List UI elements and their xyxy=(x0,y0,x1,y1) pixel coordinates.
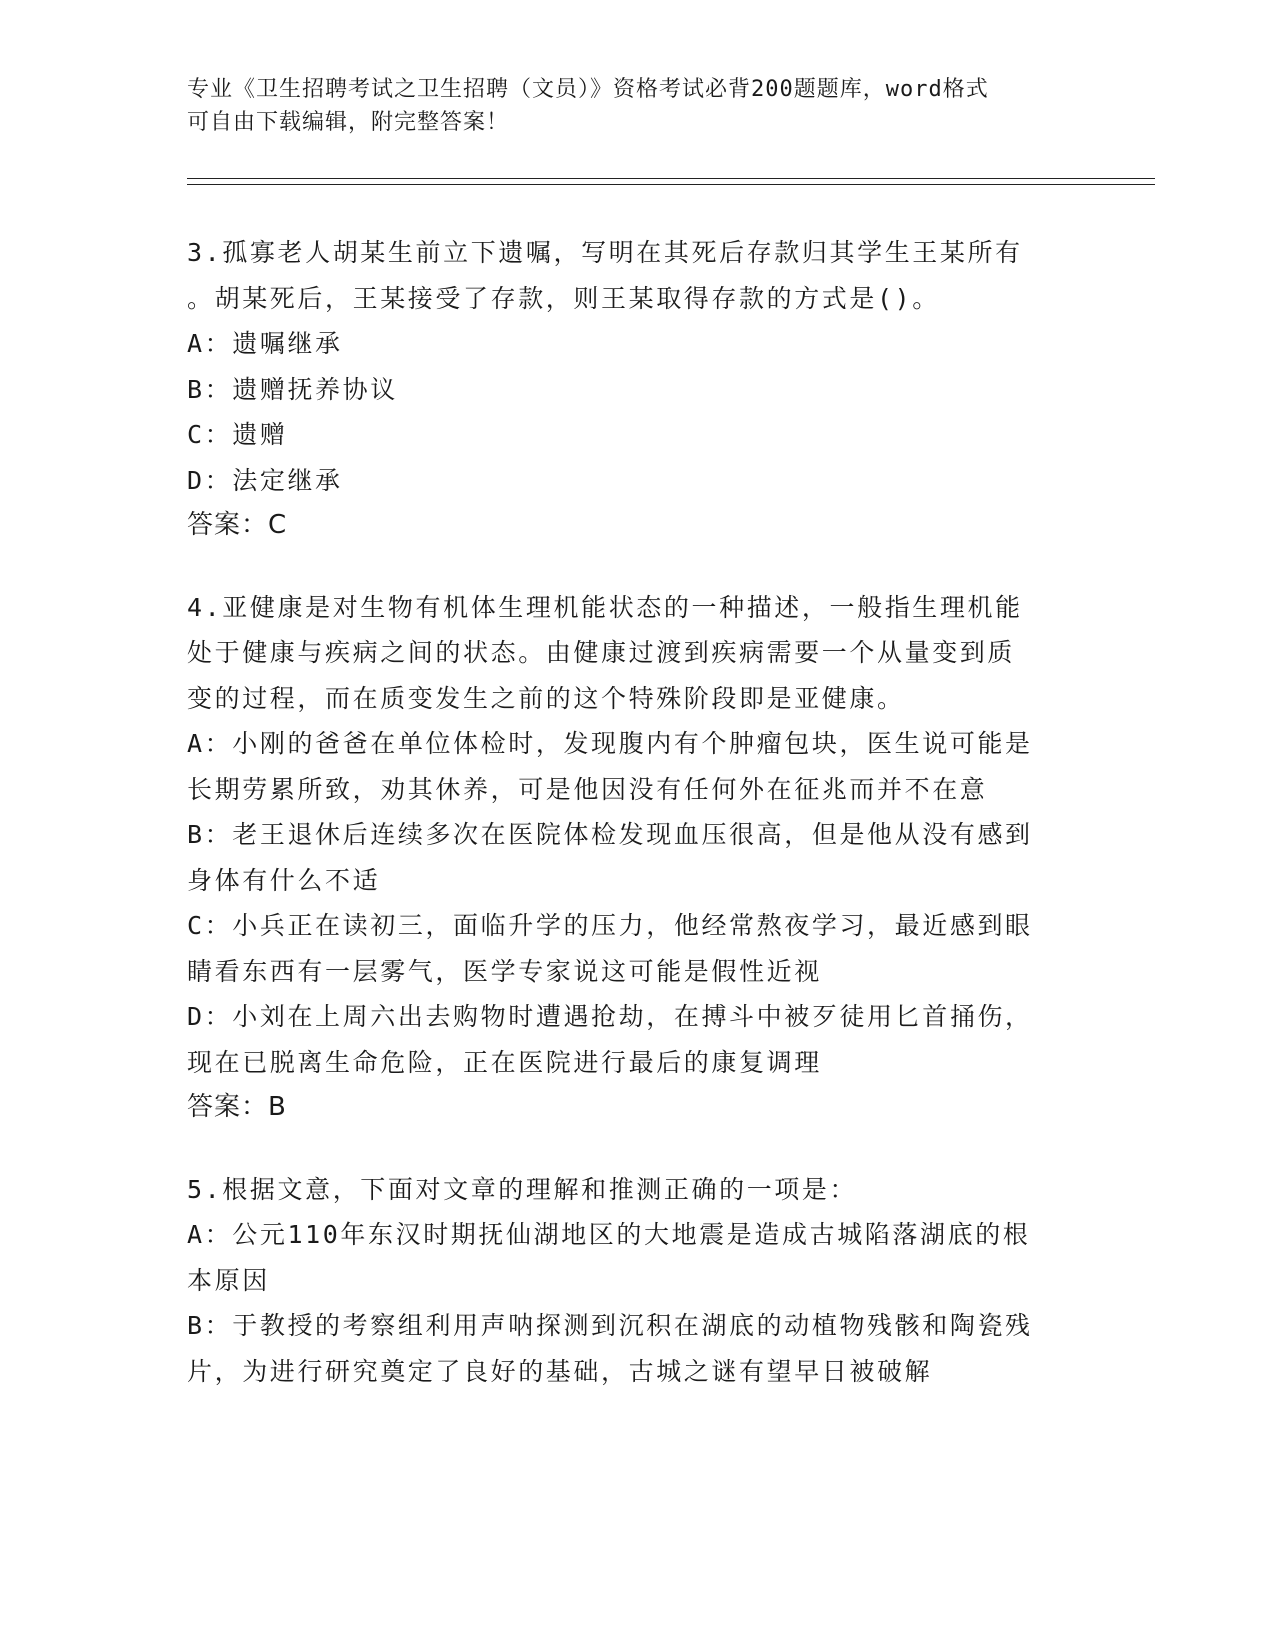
question-stem-line: 3.孤寡老人胡某生前立下遗嘱，写明在其死后存款归其学生王某所有 xyxy=(187,238,1023,267)
answer-label: 答案：C xyxy=(187,510,288,540)
option-c-continued: 睛看东西有一层雾气，医学专家说这可能是假性近视 xyxy=(187,956,822,986)
question-5 xyxy=(187,1167,1087,1395)
option-d-continued: 现在已脱离生命危险，正在医院进行最后的康复调理 xyxy=(187,1047,822,1077)
question-stem-line: 5.根据文意，下面对文章的理解和推测正确的一项是： xyxy=(187,1174,858,1204)
option-a-continued: 本原因 xyxy=(187,1265,270,1295)
question-stem-line: 4.亚健康是对生物有机体生理机能状态的一种描述，一般指生理机能 xyxy=(187,592,1023,622)
option-a: A：公元110年东汉时期抚仙湖地区的大地震是造成古城陷落湖底的根 xyxy=(187,1220,1031,1249)
option-a: A：遗嘱继承 xyxy=(187,329,343,358)
option-c: C：小兵正在读初三，面临升学的压力，他经常熬夜学习，最近感到眼 xyxy=(187,911,1033,940)
header-line-2: 可自由下载编辑，附完整答案！ xyxy=(187,110,510,135)
answer-label: 答案：B xyxy=(187,1092,287,1122)
option-a-continued: 长期劳累所致，劝其休养，可是他因没有任何外在征兆而并不在意 xyxy=(187,774,988,804)
option-b-continued: 片，为进行研究奠定了良好的基础，古城之谜有望早日被破解 xyxy=(187,1356,933,1386)
spacer xyxy=(187,549,1087,585)
questions-list xyxy=(187,230,1087,1394)
header-line-1: 专业《卫生招聘考试之卫生招聘（文员）》资格考试必背200题题库，word格式 xyxy=(187,77,989,102)
option-a: A：小刚的爸爸在单位体检时，发现腹内有个肿瘤包块，医生说可能是 xyxy=(187,729,1033,758)
option-d: D：小刘在上周六出去购物时遭遇抢劫，在搏斗中被歹徒用匕首捅伤， xyxy=(187,1002,1033,1031)
header-divider-top xyxy=(187,178,1155,179)
question-stem-line: 处于健康与疾病之间的状态。由健康过渡到疾病需要一个从量变到质 xyxy=(187,638,1016,667)
option-b: B：于教授的考察组利用声呐探测到沉积在湖底的动植物残骸和陶瓷残 xyxy=(187,1311,1033,1340)
option-b-continued: 身体有什么不适 xyxy=(187,865,381,895)
document-header xyxy=(187,73,1087,139)
question-3 xyxy=(187,230,1087,549)
spacer xyxy=(187,1131,1087,1167)
option-b: B：遗赠抚养协议 xyxy=(187,374,398,404)
header-divider-bottom xyxy=(187,184,1155,185)
question-stem-line: 变的过程，而在质变发生之前的这个特殊阶段即是亚健康。 xyxy=(187,683,905,713)
question-4 xyxy=(187,585,1087,1131)
option-c: C：遗赠 xyxy=(187,420,288,449)
option-b: B：老王退休后连续多次在医院体检发现血压很高，但是他从没有感到 xyxy=(187,820,1033,849)
question-stem-line: 。胡某死后，王某接受了存款，则王某取得存款的方式是()。 xyxy=(187,283,940,313)
option-d: D：法定继承 xyxy=(187,465,343,495)
